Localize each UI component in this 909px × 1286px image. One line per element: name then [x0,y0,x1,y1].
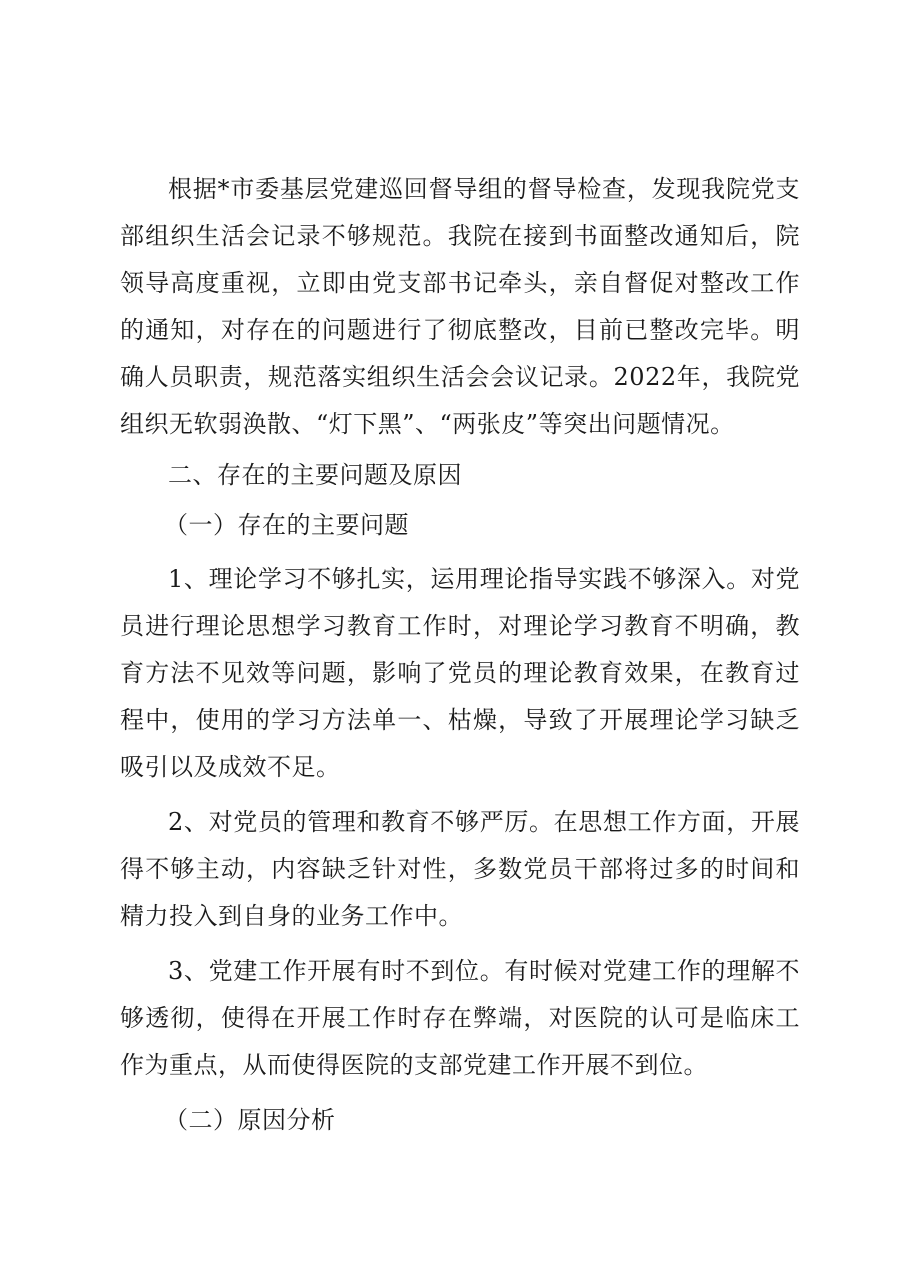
intro-paragraph: 根据*市委基层党建巡回督导组的督导检查，发现我院党支部组织生活会记录不够规范。我院在接到书面整改通知后，院领导高度重视，立即由党支部书记牵头，亲自督促对整改工作的通知，对存在的问题进行了彻底整改，目前已整改完毕。明确人员职责，规范落实组织生活会会议记录。2022年，我院党组织无软弱涣散、“灯下黑”、“两张皮”等突出问题情况。 [120,175,800,438]
list-item-member-management: 2、对党员的管理和教育不够严厉。在思想工作方面，开展得不够主动，内容缺乏针对性，多数党员干部将过多的时间和精力投入到自身的业务工作中。 [120,808,800,930]
document-body [120,166,800,1143]
subsection-heading-cause-analysis: （二）原因分析 [164,1106,336,1134]
subsection-heading-main-problems: （一）存在的主要问题 [164,511,409,539]
list-item-theory-study: 1、理论学习不够扎实，运用理论指导实践不够深入。对党员进行理论思想学习教育工作时，对理论学习教育不明确，教育方法不见效等问题，影响了党员的理论教育效果，在教育过程中，使用的学习方法单一、枯燥，导致了开展理论学习缺乏吸引以及成效不足。 [120,565,800,781]
list-item-party-building-work: 3、党建工作开展有时不到位。有时候对党建工作的理解不够透彻，使得在开展工作时存在弊端，对医院的认可是临床工作为重点，从而使得医院的支部党建工作开展不到位。 [120,957,800,1079]
section-heading-problems-and-causes: 二、存在的主要问题及原因 [168,461,462,489]
